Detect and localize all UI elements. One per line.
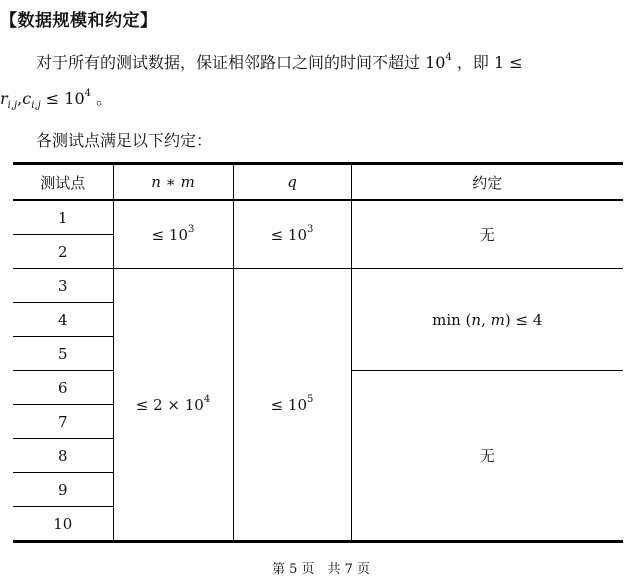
test-point-cell: 2 bbox=[13, 235, 113, 269]
test-point-cell: 5 bbox=[13, 337, 113, 371]
test-points-intro: 各测试点满足以下约定： bbox=[36, 131, 213, 150]
test-point-cell: 7 bbox=[13, 405, 113, 439]
test-point-cell: 10 bbox=[13, 507, 113, 542]
test-point-cell: 1 bbox=[13, 200, 113, 235]
header-constraint: 约定 bbox=[351, 164, 623, 201]
q-cell: ≤ $10^5$ bbox=[233, 269, 351, 542]
table-row bbox=[13, 269, 623, 303]
header-q: q bbox=[233, 164, 351, 201]
constraints-table bbox=[13, 162, 623, 543]
q-cell: ≤ $10^3$ bbox=[233, 200, 351, 269]
header-test-point: 测试点 bbox=[13, 164, 113, 201]
test-point-cell: 4 bbox=[13, 303, 113, 337]
test-point-cell: 3 bbox=[13, 269, 113, 303]
test-point-cell: 9 bbox=[13, 473, 113, 507]
section-title: 【数据规模和约定】 bbox=[0, 11, 158, 31]
test-point-cell: 6 bbox=[13, 371, 113, 405]
nm-cell: ≤ $2 \times 10^4$ bbox=[113, 269, 233, 542]
test-point-cell: 8 bbox=[13, 439, 113, 473]
nm-cell: ≤ $10^3$ bbox=[113, 200, 233, 269]
table-row bbox=[13, 200, 623, 235]
constraint-paragraph-line2: $r_{i,j},c_{i,j} \le 10^4$ 。 bbox=[0, 87, 113, 112]
constraint-cell: min (n, m) ≤ 4 bbox=[351, 269, 623, 371]
constraint-cell: 无 bbox=[351, 371, 623, 542]
page-footer: 第 5 页 共 7 页 bbox=[271, 562, 371, 577]
table-header-row bbox=[13, 164, 623, 201]
header-nm: n ∗ m bbox=[113, 164, 233, 201]
constraint-cell: 无 bbox=[351, 200, 623, 269]
constraint-paragraph-line1: 对于所有的测试数据，保证相邻路口之间的时间不超过 $10^4$ ，即 1 ≤ bbox=[36, 51, 523, 72]
